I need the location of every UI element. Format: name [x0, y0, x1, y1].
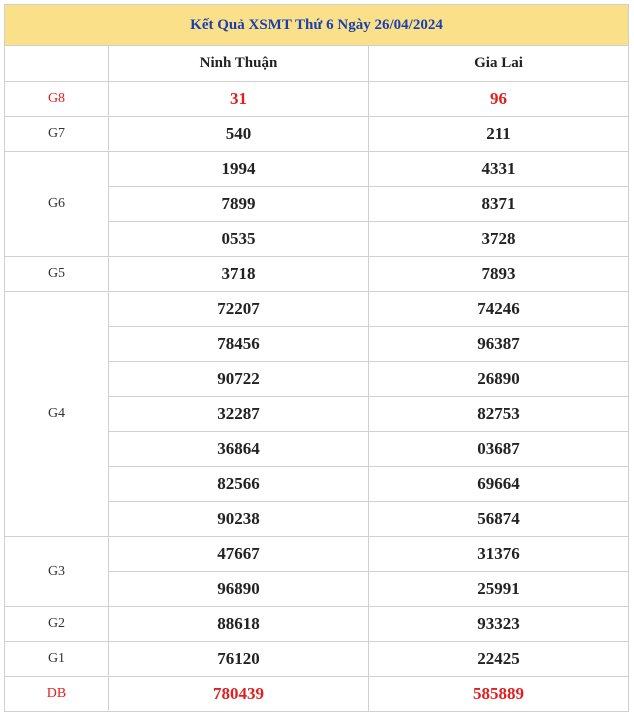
results-table: [4, 4, 629, 712]
prize-label-g3: G3: [5, 537, 109, 607]
result-gia-lai-g4: 03687: [369, 432, 629, 467]
result-ninh-thuan-g4: 90722: [109, 362, 369, 397]
result-gia-lai-db: 585889: [369, 677, 629, 712]
result-ninh-thuan-g4: 72207: [109, 292, 369, 327]
result-ninh-thuan-g4: 32287: [109, 397, 369, 432]
result-gia-lai-g3: 31376: [369, 537, 629, 572]
title-row: [5, 5, 629, 46]
result-gia-lai-g8: 96: [369, 82, 629, 117]
result-ninh-thuan-g6: 0535: [109, 222, 369, 257]
column-header-ninh-thuan: Ninh Thuận: [109, 46, 369, 82]
result-ninh-thuan-g4: 78456: [109, 327, 369, 362]
header-row: [5, 46, 629, 82]
result-ninh-thuan-g1: 76120: [109, 642, 369, 677]
prize-row-g1: [5, 642, 629, 677]
result-gia-lai-g3: 25991: [369, 572, 629, 607]
result-ninh-thuan-g4: 82566: [109, 467, 369, 502]
prize-label-g2: G2: [5, 607, 109, 642]
result-gia-lai-g4: 56874: [369, 502, 629, 537]
result-gia-lai-g7: 211: [369, 117, 629, 152]
prize-row-g2: [5, 607, 629, 642]
prize-label-g4: G4: [5, 292, 109, 537]
prize-row-g4: [5, 292, 629, 327]
result-gia-lai-g4: 26890: [369, 362, 629, 397]
result-ninh-thuan-g6: 7899: [109, 187, 369, 222]
prize-label-g7: G7: [5, 117, 109, 152]
prize-label-db: DB: [5, 677, 109, 712]
result-ninh-thuan-g2: 88618: [109, 607, 369, 642]
result-gia-lai-g1: 22425: [369, 642, 629, 677]
prize-label-g5: G5: [5, 257, 109, 292]
prize-row-g8: [5, 82, 629, 117]
result-gia-lai-g6: 4331: [369, 152, 629, 187]
prize-label-g1: G1: [5, 642, 109, 677]
result-gia-lai-g4: 82753: [369, 397, 629, 432]
result-gia-lai-g4: 74246: [369, 292, 629, 327]
prize-row-g6: [5, 152, 629, 187]
result-gia-lai-g6: 3728: [369, 222, 629, 257]
result-ninh-thuan-g3: 47667: [109, 537, 369, 572]
result-ninh-thuan-g4: 36864: [109, 432, 369, 467]
result-ninh-thuan-g5: 3718: [109, 257, 369, 292]
result-gia-lai-g4: 69664: [369, 467, 629, 502]
result-gia-lai-g5: 7893: [369, 257, 629, 292]
prize-row-g7: [5, 117, 629, 152]
prize-row-db: [5, 677, 629, 712]
prize-label-g6: G6: [5, 152, 109, 257]
result-ninh-thuan-g3: 96890: [109, 572, 369, 607]
result-ninh-thuan-g4: 90238: [109, 502, 369, 537]
prize-row-g5: [5, 257, 629, 292]
column-header-gia-lai: Gia Lai: [369, 46, 629, 82]
result-ninh-thuan-g8: 31: [109, 82, 369, 117]
result-ninh-thuan-g7: 540: [109, 117, 369, 152]
prize-label-g8: G8: [5, 82, 109, 117]
result-ninh-thuan-db: 780439: [109, 677, 369, 712]
page-title: Kết Quả XSMT Thứ 6 Ngày 26/04/2024: [5, 5, 629, 46]
corner-cell: [5, 46, 109, 82]
result-gia-lai-g6: 8371: [369, 187, 629, 222]
result-ninh-thuan-g6: 1994: [109, 152, 369, 187]
result-gia-lai-g2: 93323: [369, 607, 629, 642]
prize-row-g3: [5, 537, 629, 572]
result-gia-lai-g4: 96387: [369, 327, 629, 362]
